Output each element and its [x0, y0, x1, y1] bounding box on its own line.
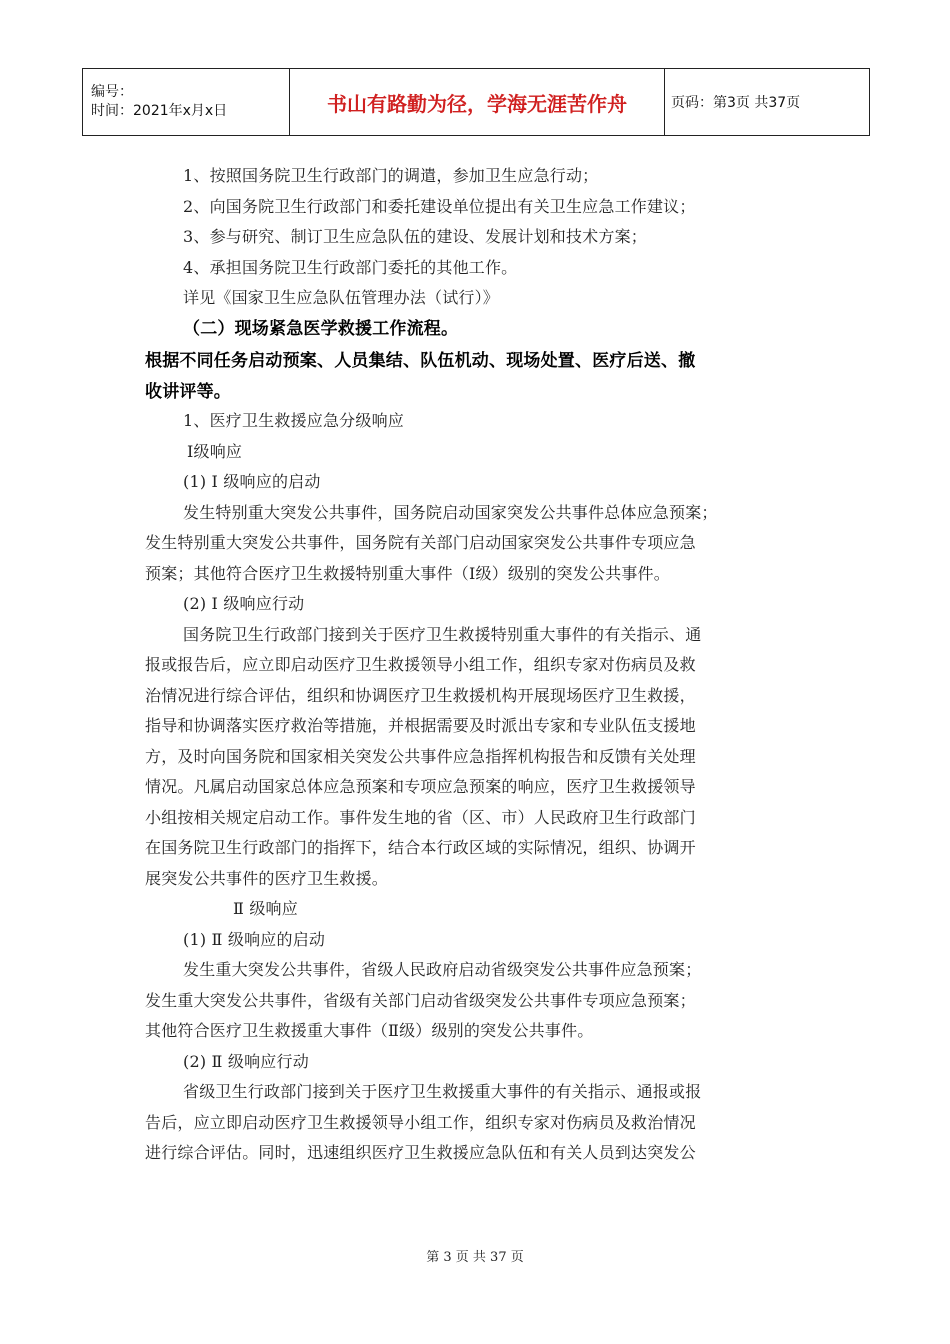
header-page-info: 页码：第3页 共37页: [665, 69, 870, 136]
document-body: [145, 161, 805, 1169]
header-number-label: 编号：: [91, 84, 133, 100]
body-line: 报或报告后，应立即启动医疗卫生救援领导小组工作，组织专家对伤病员及救: [145, 655, 696, 674]
response-level-heading: Ⅰ级响应: [187, 441, 243, 461]
item-heading: (2) Ⅱ 级响应行动: [183, 1051, 309, 1071]
body-line: 国务院卫生行政部门接到关于医疗卫生救援特别重大事件的有关指示、通: [183, 624, 702, 644]
body-line: 发生特别重大突发公共事件，国务院启动国家突发公共事件总体应急预案；: [183, 502, 718, 522]
body-line: 详见《国家卫生应急队伍管理办法（试行）》: [183, 288, 500, 307]
bold-paragraph-line: 根据不同任务启动预案、人员集结、队伍机动、现场处置、医疗后送、撤: [145, 351, 696, 371]
body-line: 3、参与研究、制订卫生应急队伍的建设、发展计划和技术方案；: [183, 227, 647, 246]
body-line: 1、按照国务院卫生行政部门的调遣，参加卫生应急行动；: [183, 166, 599, 185]
body-line: 在国务院卫生行政部门的指挥下，结合本行政区域的实际情况，组织、协调开: [145, 838, 696, 857]
body-line: 2、向国务院卫生行政部门和委托建设单位提出有关卫生应急工作建议；: [183, 196, 696, 216]
section-heading: （二）现场紧急医学救援工作流程。: [183, 318, 459, 339]
body-line: 进行综合评估。同时，迅速组织医疗卫生救援应急队伍和有关人员到达突发公: [145, 1143, 696, 1162]
header-motto: 书山有路勤为径，学海无涯苦作舟: [290, 69, 665, 136]
body-line: 小组按相关规定启动工作。事件发生地的省（区、市）人民政府卫生行政部门: [145, 807, 696, 827]
body-line: 发生特别重大突发公共事件，国务院有关部门启动国家突发公共事件专项应急: [145, 533, 696, 552]
document-header: [82, 68, 870, 136]
body-line: 其他符合医疗卫生救援重大事件（Ⅱ级）级别的突发公共事件。: [145, 1021, 594, 1040]
body-line: 治情况进行综合评估，组织和协调医疗卫生救援机构开展现场医疗卫生救援，: [145, 685, 696, 705]
item-heading: (2) Ⅰ 级响应行动: [183, 594, 305, 613]
header-time-label: 时间：2021年x月x日: [91, 103, 228, 119]
body-line: 情况。凡属启动国家总体应急预案和专项应急预案的响应，医疗卫生救援领导: [145, 777, 696, 796]
body-line: 方，及时向国务院和国家相关突发公共事件应急指挥机构报告和反馈有关处理: [145, 746, 696, 766]
body-line: 告后，应立即启动医疗卫生救援领导小组工作，组织专家对伤病员及救治情况: [145, 1112, 696, 1132]
body-line: 指导和协调落实医疗救治等措施，并根据需要及时派出专家和专业队伍支援地: [145, 716, 696, 735]
body-line: 预案；其他符合医疗卫生救援特别重大事件（Ⅰ级）级别的突发公共事件。: [145, 563, 670, 583]
body-line: 发生重大突发公共事件，省级人民政府启动省级突发公共事件应急预案；: [183, 960, 702, 979]
body-line: 发生重大突发公共事件，省级有关部门启动省级突发公共事件专项应急预案；: [145, 990, 696, 1010]
response-level-heading: Ⅱ 级响应: [233, 899, 298, 918]
body-line: 4、承担国务院卫生行政部门委托的其他工作。: [183, 257, 518, 277]
item-heading: (1) Ⅱ 级响应的启动: [183, 929, 326, 949]
subsection-heading: 1、医疗卫生救援应急分级响应: [183, 411, 404, 430]
body-line: 省级卫生行政部门接到关于医疗卫生救援重大事件的有关指示、通报或报: [183, 1082, 702, 1101]
item-heading: (1) Ⅰ 级响应的启动: [183, 472, 321, 491]
header-meta-cell: [83, 69, 290, 136]
bold-paragraph-line: 收讲评等。: [145, 382, 231, 402]
body-line: 展突发公共事件的医疗卫生救援。: [145, 868, 389, 888]
page-footer: 第 3 页 共 37 页: [426, 1250, 524, 1265]
